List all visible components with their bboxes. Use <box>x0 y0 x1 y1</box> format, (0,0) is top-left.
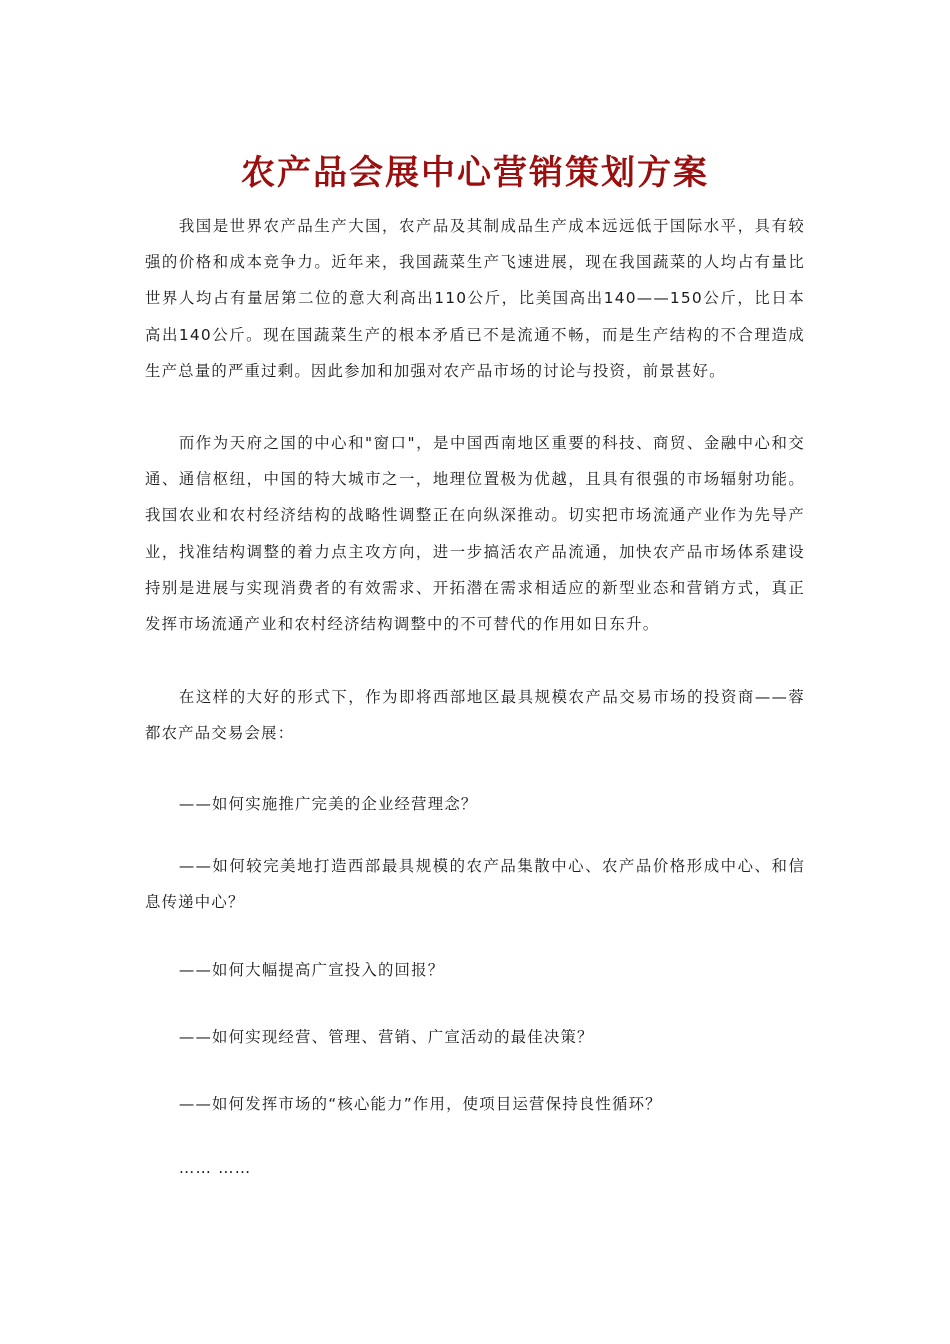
question-item-4: ——如何实现经营、管理、营销、广宣活动的最佳决策？ <box>178 1028 594 1046</box>
question-item-5: ——如何发挥市场的“核心能力”作用，使项目运营保持良性循环？ <box>178 1095 662 1113</box>
question-item-1: ——如何实施推广完美的企业经营理念？ <box>178 795 478 813</box>
question-item-2: ——如何较完美地打造西部最具规模的农产品集散中心、农产品价格形成中心、和信息传递中心？ <box>145 857 805 912</box>
ellipsis-text: …… …… <box>178 1159 252 1177</box>
paragraph-2: 而作为天府之国的中心和"窗口"，是中国西南地区重要的科技、商贸、金融中心和交通、通信枢纽，中国的特大城市之一，地理位置极为优越，且具有很强的市场辐射功能。我国农业和农村经济结构的战略性调整正在向纵深推动。切实把市场流通产业作为先导产业，找准结构调整的着力点主攻方向，进一步搞活农产品流通，加快农产品市场体系建设持别是进展与实现消费者的有效需求、开拓潜在需求相适应的新型业态和营销方式，真正发挥市场流通产业和农村经济结构调整中的不可替代的作用如日东升。 <box>145 434 805 634</box>
question-item-3: ——如何大幅提高广宣投入的回报？ <box>178 961 445 979</box>
paragraph-3: 在这样的大好的形式下，作为即将西部地区最具规模农产品交易市场的投资商——蓉都农产品交易会展： <box>145 688 805 743</box>
document-title: 农产品会展中心营销策划方案 <box>241 152 709 193</box>
paragraph-1: 我国是世界农产品生产大国，农产品及其制成品生产成本远远低于国际水平，具有较强的价格和成本竞争力。近年来，我国蔬菜生产飞速进展，现在我国蔬菜的人均占有量比世界人均占有量居第二位的意大利高出110公斤，比美国高出140——150公斤，比日本高出140公斤。现在国蔬菜生产的根本矛盾已不是流通不畅，而是生产结构的不合理造成生产总量的严重过剩。因此参加和加强对农产品市场的讨论与投资，前景甚好。 <box>145 217 805 380</box>
